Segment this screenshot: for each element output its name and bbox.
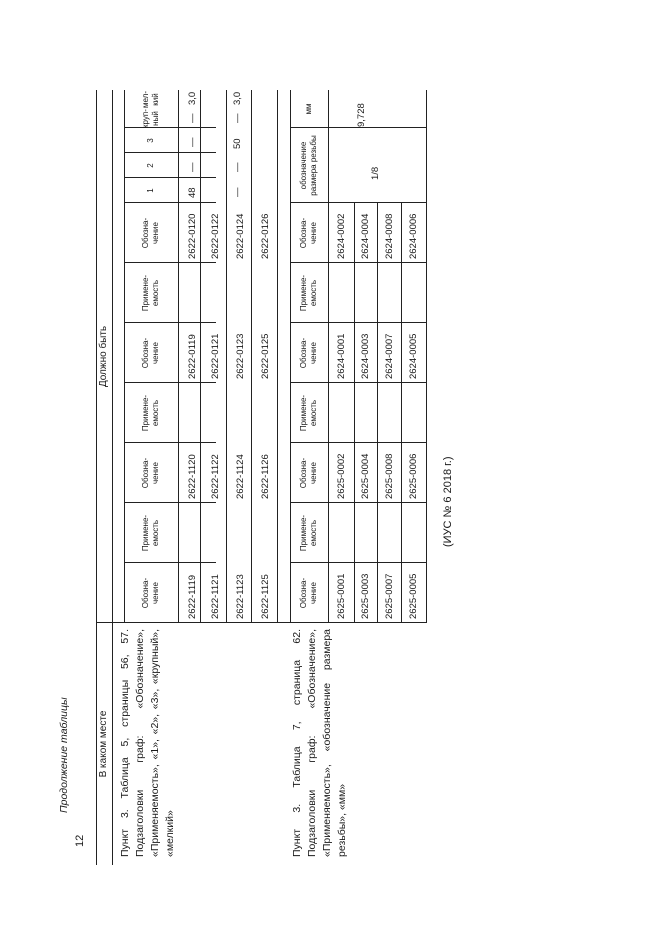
col-designation-3: Обозна- чение (141, 337, 160, 369)
col-1: 1 (146, 188, 155, 193)
col-mm: мм (304, 103, 313, 115)
col-applicability-g2-3: Примене- емость (299, 274, 318, 312)
col-applicability-g2-1: Примене- емость (299, 514, 318, 552)
col-3: 3 (146, 138, 155, 143)
col-fine: мел- кий (141, 91, 160, 109)
col-designation-1: Обозна- чение (141, 577, 160, 609)
issue-footer: (ИУС № 6 2018 г.) (442, 456, 454, 547)
page-number: 12 (74, 834, 86, 847)
col-designation-4: Обозна- чение (141, 217, 160, 249)
col-applicability-1: Примене- емость (141, 514, 160, 552)
header-where: В каком месте (98, 710, 109, 778)
location-group-1: Пункт 3. Таблица 5, страницы 56, 57. Подзаголовки граф: «Обозначение», «Применяемость», «1», «2», «3», «крупный», «мелкий» (119, 629, 176, 857)
col-coarse: круп- ный (141, 109, 160, 128)
col-2: 2 (146, 163, 155, 168)
col-designation-g2-4: Обозна- чение (299, 217, 318, 249)
col-applicability-3: Примене- емость (141, 274, 160, 312)
mm-value: 9,728 (356, 103, 367, 127)
col-designation-g2-2: Обозна- чение (299, 457, 318, 489)
rotated-page: 12 Продолжение таблицы (ИУС № 6 2018 г.) В каком месте Должно быть Обозна- чение Примене- емость Обозна- чение Примене- емость Обозна- чение Примене- емость Обозна- чение 1 2 3 круп- ный мел- кий Пункт 3. Таблица 5, страницы 56, 57. Подзаголовки граф: «Обозначение», «Применяемость», «1», «2», «3», «крупный», «мелкий» 2622-1119 2622-1120 2622-0119 2622-0120 48 — — — 3,0 2622-1121 2622-1122 2622-0121 2622-0122 2622-1123 2622-1124 2622-0123 2622-0124 — — 50 — 3,0 2622-1125 2622-1126 2622-0125 2622-0126 Пункт 3. Таблица 7, страница 62. Подзаголовки граф: «Обозначение», «Применяемость», «обозначение размера резьбы», «мм» Обозна- чение Примене- емость Обозна- чение Примене- емость Обозна- чение Примене- емость Обозна- чение обозначение размера резьбы мм 2625-0001 2625-0002 2624-0001 2624-0002 2625-0003 2625-0004 2624-0003 2624-0004 2625-0007 2625-0008 2624-0007 2624-0008 2625-0005 2625-0006 2624-0005 2624-0006 1/8 9,728 (0, 0, 661, 935)
col-applicability-g2-2: Примене- емость (299, 394, 318, 432)
col-thread-size: обозначение размера резьбы (299, 135, 318, 196)
header-should-be: Должно быть (98, 325, 109, 388)
thread-size-value: 1/8 (370, 166, 381, 180)
col-designation-g2-1: Обозна- чение (299, 577, 318, 609)
col-applicability-2: Примене- емость (141, 394, 160, 432)
col-designation-2: Обозна- чение (141, 457, 160, 489)
location-group-2: Пункт 3. Таблица 7, страница 62. Подзаголовки граф: «Обозначение», «Применяемость», «обозначение размера резьбы», «мм» (291, 629, 348, 857)
col-designation-g2-3: Обозна- чение (299, 337, 318, 369)
continuation-label: Продолжение таблицы (58, 697, 70, 813)
